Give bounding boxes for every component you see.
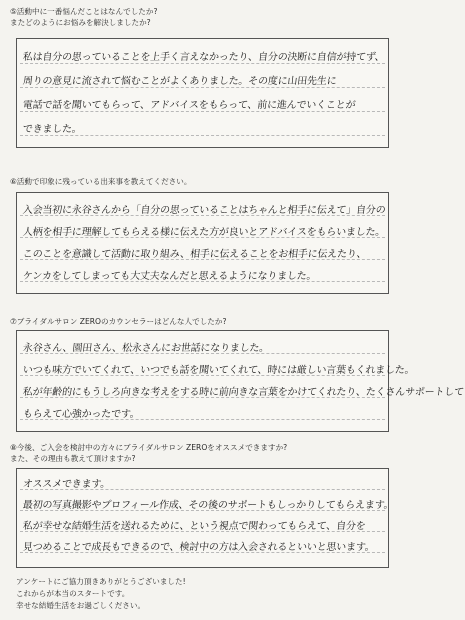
question-6	[10, 176, 395, 187]
answer-7-line-2: いつも味方でいてくれて、いつでも話を聞いてくれて、時には厳しい言葉もくれました。	[22, 365, 415, 376]
question-6-line-1: ⑥活動で印象に残っている出来事を教えてください。	[10, 177, 192, 186]
closing-line-3: 幸せな結婚生活をお過ごしください。	[16, 601, 146, 610]
answer-7-line-4: もらえて心強かったです。	[22, 409, 141, 420]
question-5	[10, 6, 395, 28]
answer-5-line-4: できました。	[22, 124, 83, 135]
question-8-line-2: また、その理由も教えて頂けますか?	[10, 454, 136, 463]
answer-6-line-4: ケンカをしてしまっても大丈夫なんだと思えるようになりました。	[22, 271, 317, 282]
answer-8-line-4: 見つめることで成長もできるので、検討中の方は入会されるといいと思います。	[22, 542, 376, 553]
answer-8-line-2: 最初の写真撮影やプロフィール作成、その後のサポートもしっかりしてもらえます。	[22, 500, 394, 511]
answer-5-line-2: 周りの意見に流されて悩むことがよくありました。その度に山田先生に	[22, 76, 337, 87]
question-7	[10, 316, 395, 327]
answer-box-5	[16, 38, 389, 148]
answer-6-line-1: 入会当初に永谷さんから「自分の思っていることはちゃんと相手に伝えて」自分の	[22, 205, 386, 216]
answer-6-line-2: 人柄を相手に理解してもらえる様に伝えた方が良いとアドバイスをもらいました。	[22, 227, 386, 238]
question-5-line-1: ⑤活動中に一番悩んだことはなんでしたか?	[10, 7, 158, 16]
question-5-line-2: またどのようにお悩みを解決しましたか?	[10, 18, 151, 27]
answer-7-line-1: 永谷さん、園田さん、松永さんにお世話になりました。	[22, 343, 270, 354]
answer-5-line-3: 電話で話を聞いてもらって、アドバイスをもらって、前に進んでいくことが	[22, 100, 356, 111]
answer-box-8	[16, 468, 394, 568]
closing-line-1: アンケートにご協力頂きありがとうございました!	[16, 577, 186, 586]
answer-box-6	[16, 192, 389, 294]
answer-8-line-1: オススメできます。	[22, 479, 111, 490]
answer-5-line-1: 私は自分の思っていることを上手く言えなかったり、自分の決断に自信が持てず、	[22, 52, 386, 63]
answer-box-7	[16, 330, 465, 432]
question-8-line-1: ⑧今後、ご入会を検討中の方々にブライダルサロン ZEROをオススメできますか?	[10, 443, 288, 452]
question-8	[10, 442, 395, 464]
answer-8-line-3: 私が幸せな結婚生活を送れるために、という視点で関わってもらえて、自分を	[22, 521, 367, 532]
question-7-line-1: ⑦ブライダルサロン ZEROのカウンセラーはどんな人でしたか?	[10, 317, 227, 326]
answer-6-line-3: このことを意識して活動に取り組み、相手に伝えることをお相手に伝えたり、	[22, 249, 367, 260]
closing-message	[16, 576, 396, 612]
closing-line-2: これからが本当のスタートです。	[16, 589, 130, 598]
answer-7-line-3: 私が年齢的にもうしろ向きな考えをする時に前向きな言葉をかけてくれたり、たくさんサポートして	[22, 387, 465, 398]
